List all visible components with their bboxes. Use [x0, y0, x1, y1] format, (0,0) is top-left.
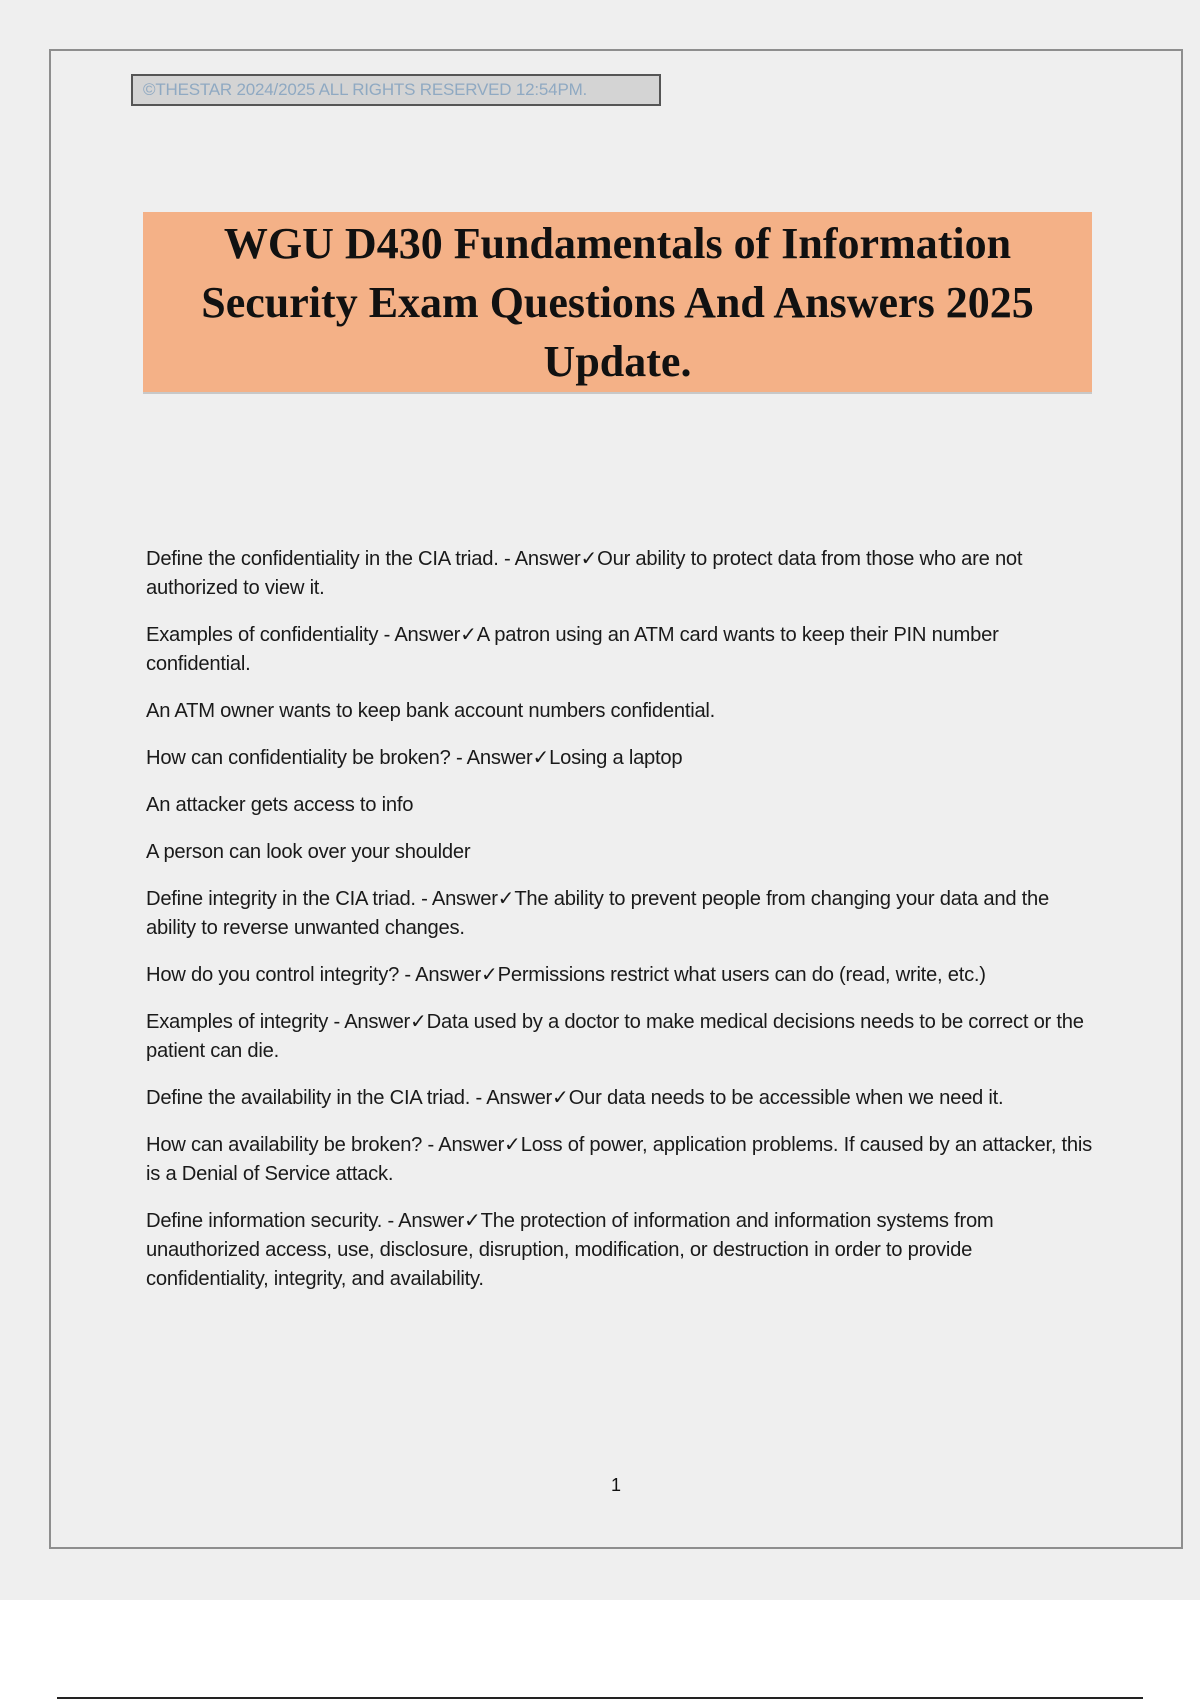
- qa-entry: Examples of confidentiality - Answer✓A patron using an ATM card wants to keep their PIN number confidential.: [146, 624, 999, 675]
- qa-list: [146, 545, 1096, 1312]
- qa-entry: Define information security. - Answer✓The protection of information and information systems from unauthorized access, use, disclosure, disruption, modification, or destruction in order to provide confidentiality, integrity, and availability.: [146, 1210, 994, 1290]
- page-number: 1: [610, 1475, 621, 1495]
- qa-entry: How can confidentiality be broken? - Answer✓Losing a laptop: [146, 747, 683, 769]
- title-banner: [143, 212, 1092, 394]
- qa-entry: Define integrity in the CIA triad. - Answer✓The ability to prevent people from changing your data and the ability to reverse unwanted changes.: [146, 888, 1049, 939]
- document-title: WGU D430 Fundamentals of Information Security Exam Questions And Answers 2025 Update.: [201, 218, 1034, 386]
- copyright-stamp: ©THESTAR 2024/2025 ALL RIGHTS RESERVED 12:54PM.: [131, 74, 661, 106]
- qa-entry: A person can look over your shoulder: [146, 841, 471, 863]
- qa-entry: Define the availability in the CIA triad. - Answer✓Our data needs to be accessible when we need it.: [146, 1087, 1004, 1109]
- qa-entry: How can availability be broken? - Answer✓Loss of power, application problems. If caused by an attacker, this is a Denial of Service attack.: [146, 1134, 1092, 1185]
- qa-entry: How do you control integrity? - Answer✓Permissions restrict what users can do (read, write, etc.): [146, 964, 986, 986]
- document-page: [49, 49, 1183, 1549]
- qa-entry: An attacker gets access to info: [146, 794, 414, 816]
- footer-divider: [57, 1697, 1143, 1699]
- qa-entry: An ATM owner wants to keep bank account numbers confidential.: [146, 700, 716, 722]
- qa-entry: Define the confidentiality in the CIA triad. - Answer✓Our ability to protect data from those who are not authorized to view it.: [146, 548, 1023, 599]
- qa-entry: Examples of integrity - Answer✓Data used by a doctor to make medical decisions needs to be correct or the patient can die.: [146, 1011, 1084, 1062]
